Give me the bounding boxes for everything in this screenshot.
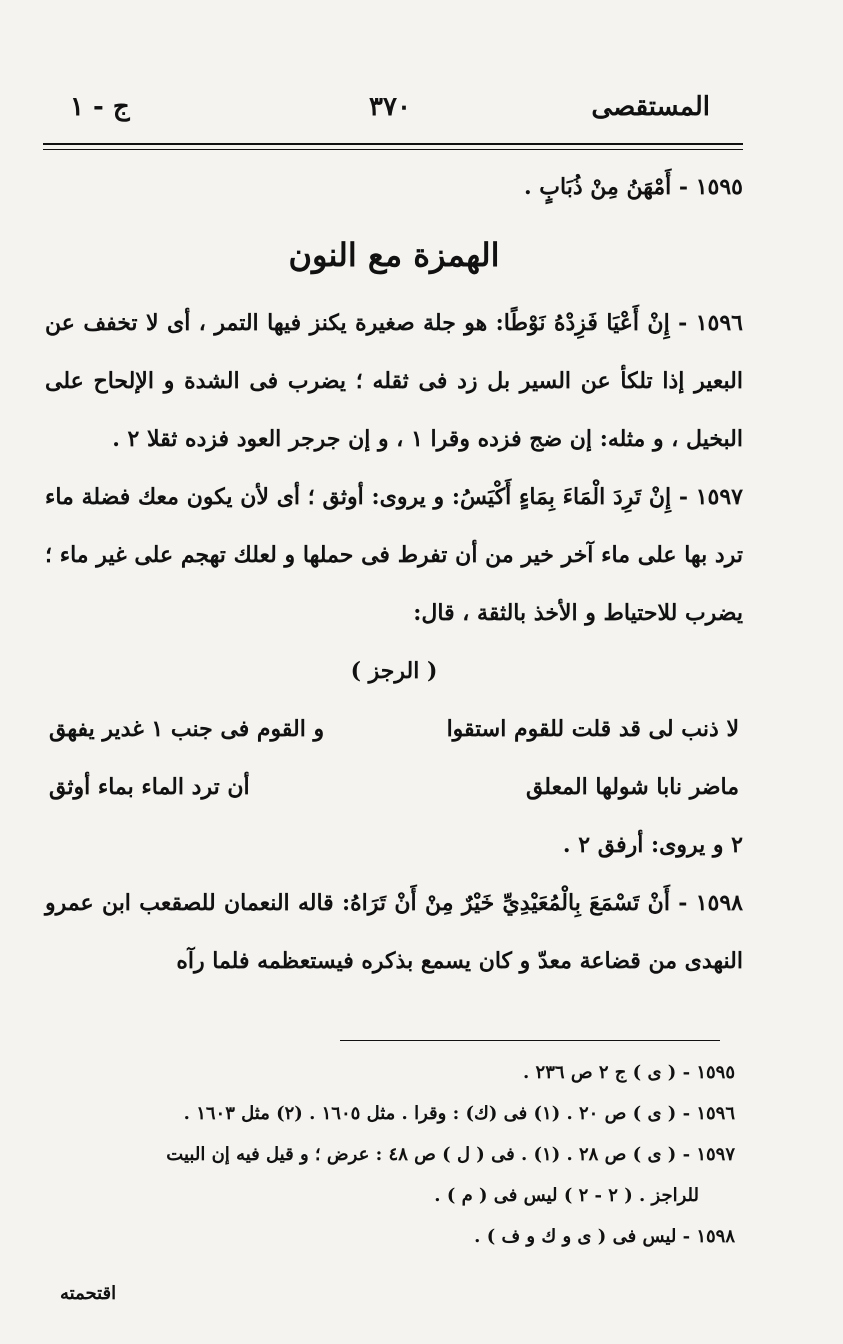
footnote-1598: ١٥٩٨ - ليس فى ( ى و ك و ف ) . <box>474 1226 735 1247</box>
footnote-1597-continued: للراجز . ( ٢ - ٢ ) ليس فى ( م ) . <box>434 1185 699 1206</box>
verse-1-second-hemistich: و القوم فى جنب ١ غدير يفهق <box>49 716 325 742</box>
meter-label: ( الرجز ) <box>350 658 438 684</box>
verse-line-2 <box>45 758 743 816</box>
header-rule-thin <box>43 149 743 150</box>
page-number: ٣٧٠ <box>369 92 411 122</box>
entry-1595: ١٥٩٥ - أَمْهَنُ مِنْ ذُبَابٍ . <box>523 174 743 200</box>
entry-1596: ١٥٩٦ - إِنْ أَعْيَا فَزِدْهُ نَوْطًا: هو جلة صغيرة يكنز فيها التمر ، أى لا تخفف عن البعير إذا تلكأ عن السير بل زد فى ثقله ؛ يضرب فى الشدة و الإلحاح على البخيل ، و مثله: إن ضج فزده وقرا ١ ، و إن جرجر العود فزده ثقلا ٢ . <box>45 310 743 452</box>
main-text <box>45 158 743 990</box>
volume-label: ج - ١ <box>70 92 130 122</box>
verse-line-1 <box>45 700 743 758</box>
footnote-1595: ١٥٩٥ - ( ى ) ج ٢ ص ٢٣٦ . <box>522 1062 735 1083</box>
entry-1597: ١٥٩٧ - إِنْ تَرِدَ الْمَاءَ بِمَاءٍ أَكْيَسُ: و يروى: أوثق ؛ أى لأن يكون معك فضلة ماء ترد بها على ماء آخر خير من أن تفرط فى حملها و لعلك تهجم على غير ماء ؛ يضرب للاحتياط و الأخذ بالثقة ، قال: <box>45 484 743 626</box>
footnote-1596: ١٥٩٦ - ( ى ) ص ٢٠ . (١) فى (ك) : وقرا . مثل ١٦٠٥ . (٢) مثل ١٦٠٣ . <box>183 1103 735 1124</box>
header-rule-thick <box>43 143 743 145</box>
footnote-rule <box>340 1040 720 1041</box>
footnote-1597: ١٥٩٧ - ( ى ) ص ٢٨ . (١) . فى ( ل ) ص ٤٨ : عرض ؛ و قيل فيه إن البيت <box>166 1144 735 1165</box>
verse-1-first-hemistich: لا ذنب لى قد قلت للقوم استقوا <box>446 716 739 742</box>
running-header <box>70 86 710 130</box>
book-title: المستقصى <box>591 92 710 122</box>
catchword: اقتحمته <box>60 1283 117 1304</box>
verse-2-second-hemistich: أن ترد الماء بماء أوثق <box>49 774 250 800</box>
section-heading: الهمزة مع النون <box>288 236 500 274</box>
entry-1598: ١٥٩٨ - أَنْ تَسْمَعَ بِالْمُعَيْدِيِّ خَيْرٌ مِنْ أَنْ تَرَاهُ: قاله النعمان للصقعب ابن عمرو النهدى من قضاعة معدّ و كان يسمع بذكره فيستعظمه فلما رآه <box>45 890 743 974</box>
verse-2-first-hemistich: ماضر نابا شولها المعلق <box>525 774 739 800</box>
variant-reading: ٢ و يروى: أرفق ٢ . <box>562 832 743 858</box>
footnotes <box>45 1052 735 1257</box>
